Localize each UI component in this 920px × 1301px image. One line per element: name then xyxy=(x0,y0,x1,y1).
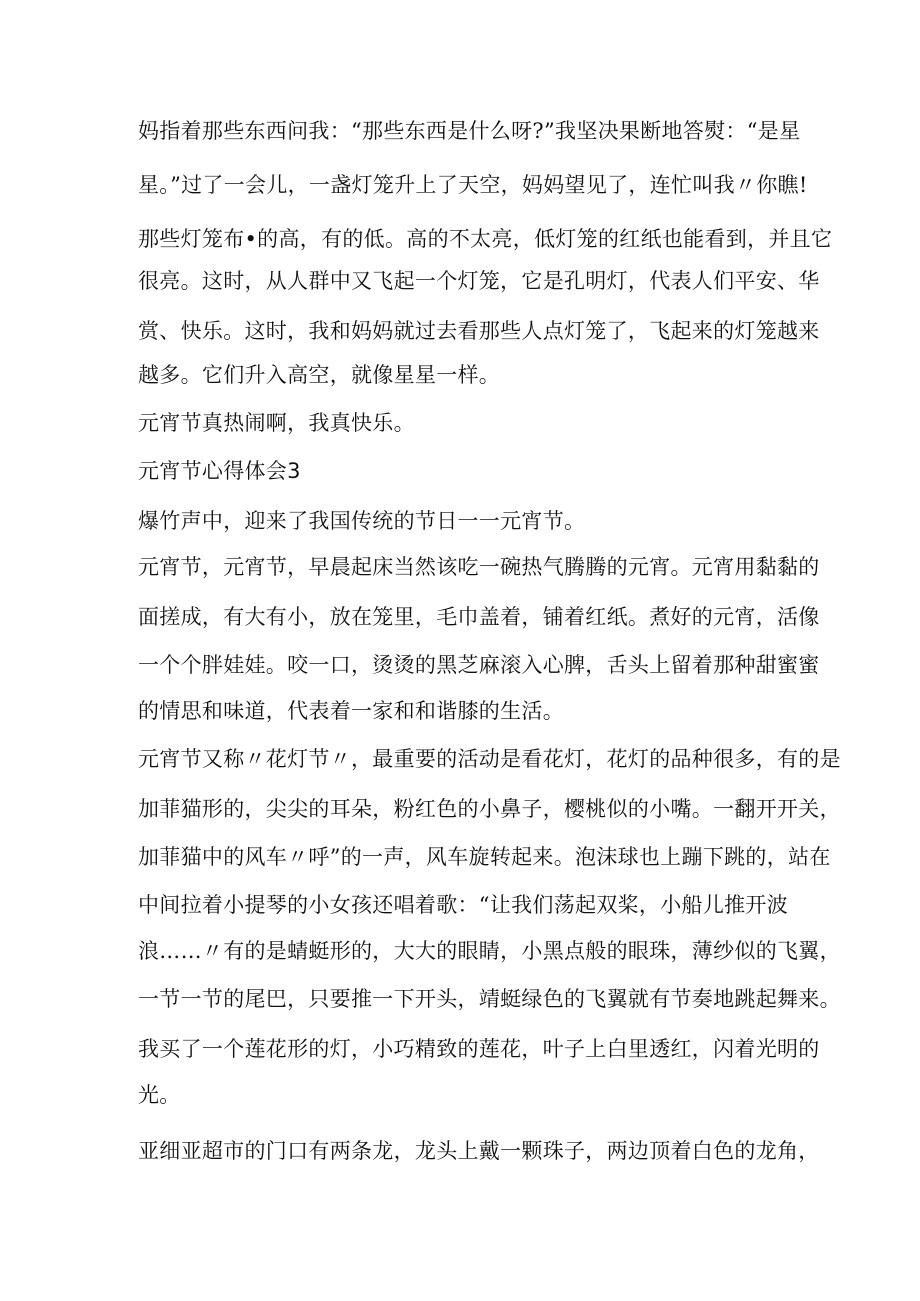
text-line: 一节一节的尾巴，只要推一下开头，靖蜓绿色的飞翼就有节奏地跳起舞来。 xyxy=(138,987,841,1011)
text-line: 星。”过了一会儿，一盏灯笼升上了天空，妈妈望见了，连忙叫我〃你瞧! xyxy=(138,173,808,197)
text-line: 赏、快乐。这时，我和妈妈就过去看那些人点灯笼了，飞起来的灯笼越来 xyxy=(138,319,820,343)
text-line: 光。 xyxy=(138,1083,181,1107)
text-line: 一个个胖娃娃。咬一口，烫烫的黑芝麻滚入心脾，舌头上留着那种甜蜜蜜 xyxy=(138,653,820,677)
text-line: 加菲猫中的风车〃呼”的一声，风车旋转起来。泡沫球也上蹦下跳的，站在 xyxy=(138,845,831,869)
text-line: 的情思和味道，代表着一家和和谐膝的生活。 xyxy=(138,699,564,723)
text-line: 很亮。这时，从人群中又飞起一个灯笼，它是孔明灯，代表人们平安、华 xyxy=(138,269,820,293)
paragraph-line: 爆竹声中，迎来了我国传统的节日一一元宵节。 xyxy=(138,509,586,533)
paragraph-line: 元宵节真热闹啊，我真快乐。 xyxy=(138,411,415,435)
text-line: 浪……〃有的是蜻蜓形的，大大的眼睛，小黑点般的眼珠，薄纱似的飞翼， xyxy=(138,939,841,963)
text-line: 元宵节，元宵节，早晨起床当然该吃一碗热气腾腾的元宵。元宵用黏黏的 xyxy=(138,555,820,579)
text-line: 中间拉着小提琴的小女孩还唱着歌：“让我们荡起双桨，小船儿推开波 xyxy=(138,893,789,917)
text-line: 妈指着那些东西问我：“那些东西是什么呀?”我坚决果断地答熨：“是星 xyxy=(138,119,801,143)
text-line: 元宵节又称〃花灯节〃，最重要的活动是看花灯，花灯的品种很多，有的是 xyxy=(138,747,841,771)
section-heading: 元宵节心得体会3 xyxy=(138,459,301,483)
text-line: 我买了一个莲花形的灯，小巧精致的莲花，叶子上白里透红，闪着光明的 xyxy=(138,1037,820,1061)
text-line: 加菲猫形的，尖尖的耳朵，粉红色的小鼻子，樱桃似的小嘴。一翻开开关， xyxy=(138,797,841,821)
text-line: 越多。它们升入高空，就像星星一样。 xyxy=(138,363,501,387)
text-line: 面搓成，有大有小，放在笼里，毛巾盖着，铺着红纸。煮好的元宵，活像 xyxy=(138,605,820,629)
text-line: 亚细亚超市的门口有两条龙，龙头上戴一颗珠子，两边顶着白色的龙角， xyxy=(138,1139,820,1163)
text-line: 那些灯笼布•的高，有的低。高的不太亮，低灯笼的红纸也能看到，并且它 xyxy=(138,227,833,251)
